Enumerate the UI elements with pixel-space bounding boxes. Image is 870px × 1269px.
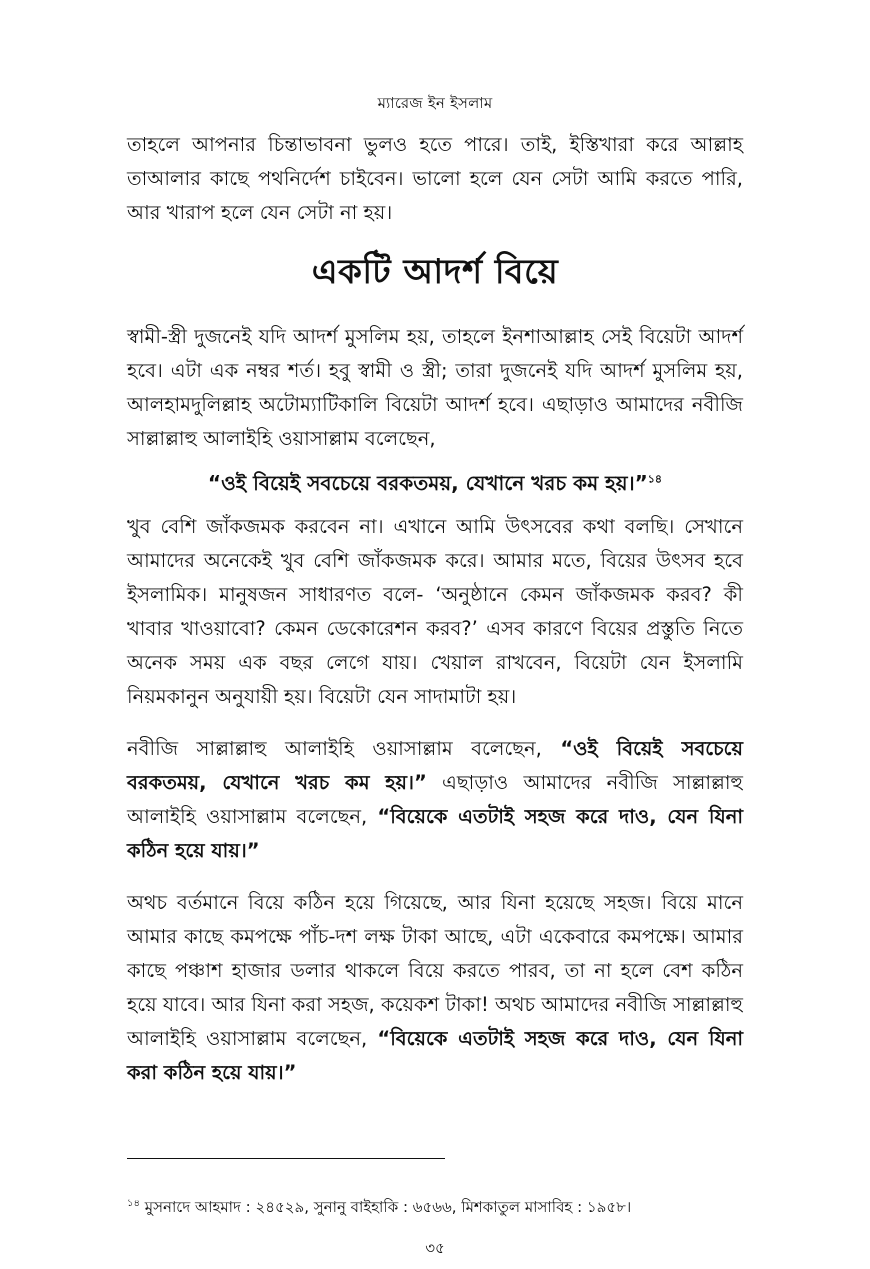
paragraph-hadith-references	[127, 732, 743, 868]
paragraph-extravagance: খুব বেশি জাঁকজমক করবেন না। এখানে আমি উৎসবের কথা বলছি। সেখানে আমাদের অনেকেই খুব বেশি জাঁকজমক করে। আমার মতে, বিয়ের উৎসব হবে ইসলামিক। মানুষজন সাধারণত বলে- ‘অনুষ্ঠানে কেমন জাঁকজমক করব? কী খাবার খাওয়াবো? কেমন ডেকোরেশন করব?’ এসব কারণে বিয়ের প্রস্তুতি নিতে অনেক সময় এক বছর লেগে যায়। খেয়াল রাখবেন, বিয়েটা যেন ইসলামি নিয়মকানুন অনুযায়ী হয়। বিয়েটা যেন সাদামাটা হয়।	[127, 515, 743, 708]
p4-quote-1: “ওই বিয়েই সবচেয়ে বরকতময়, যেখানে খরচ কম হয়।”	[127, 737, 743, 794]
page-number: ৩৫	[425, 1239, 445, 1257]
p4-text-1: নবীজি সাল্লাল্লাহু আলাইহি ওয়াসাল্লাম বলেছেন,	[127, 737, 561, 760]
footnote-marker: ১৪	[647, 472, 663, 486]
footnote-divider	[127, 1158, 445, 1159]
p4-quote-2: “বিয়েকে এতটাই সহজ করে দাও, যেন যিনা কঠিন হয়ে যায়।”	[127, 805, 743, 862]
p5-quote: “বিয়েকে এতটাই সহজ করে দাও, যেন যিনা করা কঠিন হয়ে যায়।”	[127, 1027, 743, 1084]
hadith-quote	[127, 466, 743, 500]
p5-text: অথচ বর্তমানে বিয়ে কঠিন হয়ে গিয়েছে, আর যিনা হয়েছে সহজ। বিয়ে মানে আমার কাছে কমপক্ষে পাঁচ-দশ লক্ষ টাকা আছে, এটা একেবারে কমপক্ষে। আমার কাছে পঞ্চাশ হাজার ডলার থাকলে বিয়ে করতে পারব, তা না হলে বেশ কঠিন হয়ে যাবে। আর যিনা করা সহজ, কয়েকশ টাকা! অথচ আমাদের নবীজি সাল্লাল্লাহু আলাইহি ওয়াসাল্লাম বলেছেন,	[127, 891, 743, 1050]
hadith-quote-text: “ওই বিয়েই সবচেয়ে বরকতময়, যেখানে খরচ কম হয়।”	[207, 471, 648, 495]
page-body	[127, 128, 743, 1090]
p4-text-2: এছাড়াও আমাদের নবীজি সাল্লাল্লাহু আলাইহি ওয়াসাল্লাম বলেছেন,	[127, 771, 743, 828]
running-header: ম্যারেজ ইন ইসলাম	[377, 94, 493, 112]
paragraph-intro: তাহলে আপনার চিন্তাভাবনা ভুলও হতে পারে। তাই, ইস্তিখারা করে আল্লাহ তাআলার কাছে পথনির্দেশ চাইবেন। ভালো হলে যেন সেটা আমি করতে পারি, আর খারাপ হলে যেন সেটা না হয়।	[127, 133, 743, 224]
section-heading: একটি আদর্শ বিয়ে	[311, 252, 559, 292]
paragraph-present-day	[127, 886, 743, 1090]
footnote-text: মুসনাদে আহমাদ : ২৪৫২৯, সুনানু বাইহাকি : ৬৫৬৬, মিশকাতুল মাসাবিহ : ১৯৫৮।	[139, 1198, 632, 1216]
footnote	[127, 1196, 747, 1218]
paragraph-ideal-marriage: স্বামী-স্ত্রী দুজনেই যদি আদর্শ মুসলিম হয়, তাহলে ইনশাআল্লাহ সেই বিয়েটা আদর্শ হবে। এটা এক নম্বর শর্ত। হবু স্বামী ও স্ত্রী; তারা দুজনেই যদি আদর্শ মুসলিম হয়, আলহামদুলিল্লাহ অটোম্যাটিকালি বিয়েটা আদর্শ হবে। এছাড়াও আমাদের নবীজি সাল্লাল্লাহু আলাইহি ওয়াসাল্লাম বলেছেন,	[127, 325, 743, 450]
footnote-number: ১৪	[127, 1198, 140, 1209]
